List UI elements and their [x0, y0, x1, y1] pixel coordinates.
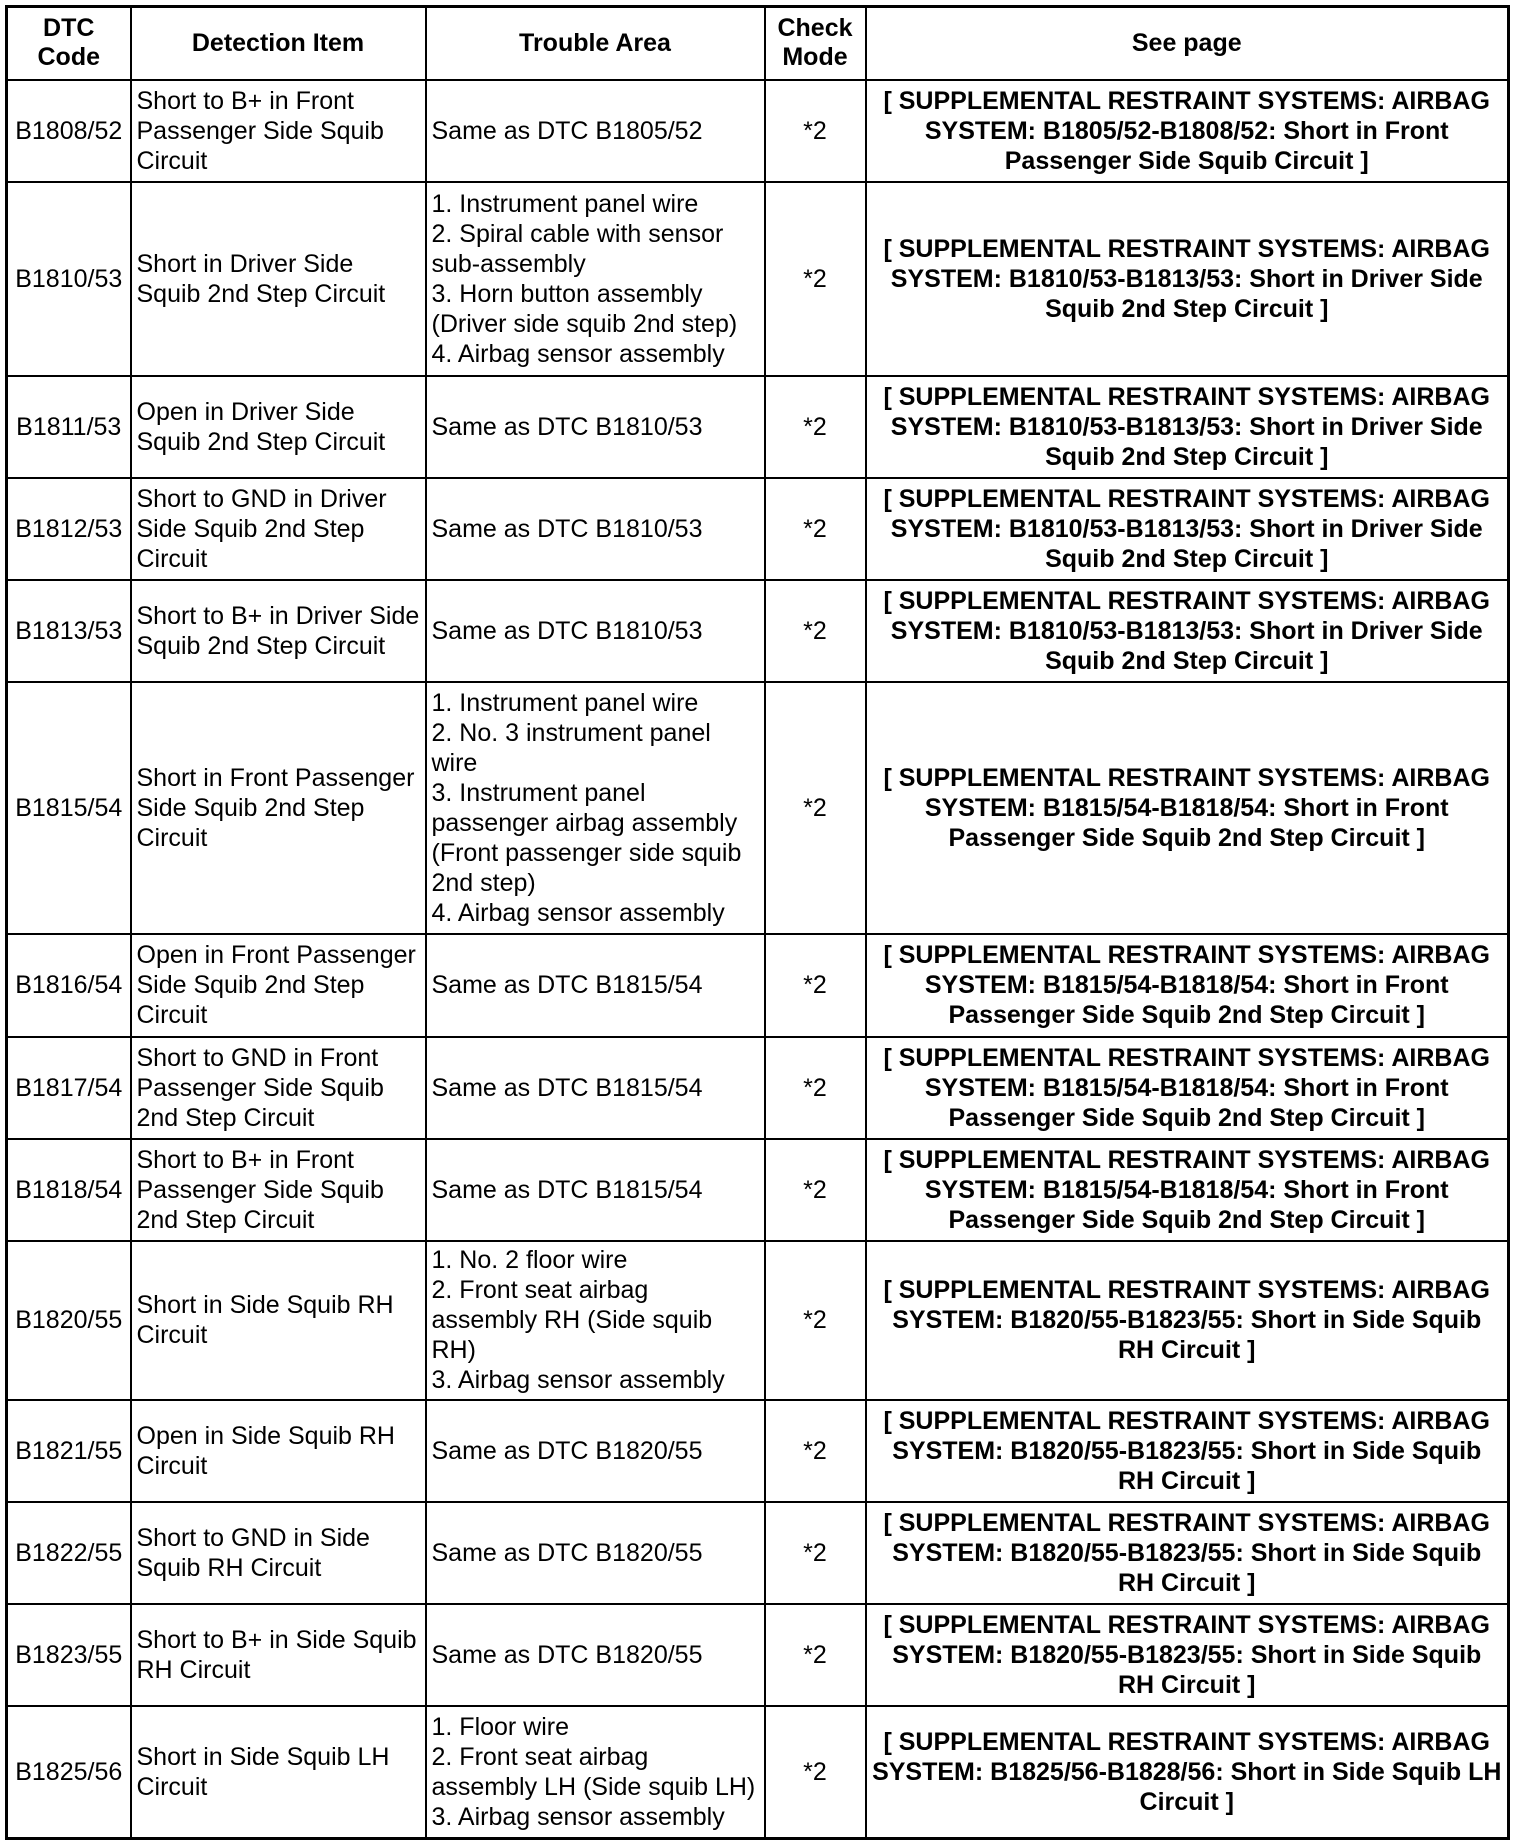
trouble-area-cell: Same as DTC B1810/53 — [426, 580, 765, 682]
trouble-area-cell: Same as DTC B1815/54 — [426, 1139, 765, 1241]
table-row — [7, 1241, 1509, 1400]
check-mode-cell: *2 — [765, 80, 866, 182]
trouble-area-cell: Same as DTC B1810/53 — [426, 376, 765, 478]
table-row — [7, 1706, 1509, 1838]
table-row — [7, 376, 1509, 478]
detection-item-cell: Short to B+ in Front Passenger Side Squib Circuit — [131, 80, 426, 182]
dtc-code-cell: B1810/53 — [7, 182, 131, 376]
see-page-link[interactable]: [ SUPPLEMENTAL RESTRAINT SYSTEMS: AIRBAG SYSTEM: B1820/55-B1823/55: Short in Side Squib RH Circuit ] — [866, 1604, 1509, 1706]
check-mode-cell: *2 — [765, 1241, 866, 1400]
see-page-link[interactable]: [ SUPPLEMENTAL RESTRAINT SYSTEMS: AIRBAG SYSTEM: B1815/54-B1818/54: Short in Front Passenger Side Squib 2nd Step Circuit ] — [866, 1037, 1509, 1139]
detection-item-cell: Short to B+ in Front Passenger Side Squib 2nd Step Circuit — [131, 1139, 426, 1241]
trouble-area-cell: 1. Instrument panel wire 2. Spiral cable with sensor sub-assembly 3. Horn button assembly (Driver side squib 2nd step) 4. Airbag sensor assembly — [426, 182, 765, 376]
table-row — [7, 478, 1509, 580]
dtc-code-cell: B1812/53 — [7, 478, 131, 580]
trouble-area-cell: Same as DTC B1815/54 — [426, 934, 765, 1036]
dtc-code-cell: B1811/53 — [7, 376, 131, 478]
dtc-code-cell: B1813/53 — [7, 580, 131, 682]
trouble-area-cell: Same as DTC B1815/54 — [426, 1037, 765, 1139]
detection-item-cell: Short to B+ in Side Squib RH Circuit — [131, 1604, 426, 1706]
see-page-link[interactable]: [ SUPPLEMENTAL RESTRAINT SYSTEMS: AIRBAG SYSTEM: B1820/55-B1823/55: Short in Side Squib RH Circuit ] — [866, 1400, 1509, 1502]
see-page-link[interactable]: [ SUPPLEMENTAL RESTRAINT SYSTEMS: AIRBAG SYSTEM: B1820/55-B1823/55: Short in Side Squib RH Circuit ] — [866, 1502, 1509, 1604]
check-mode-cell: *2 — [765, 934, 866, 1036]
check-mode-cell: *2 — [765, 1502, 866, 1604]
header-trouble-area: Trouble Area — [426, 7, 765, 80]
see-page-link[interactable]: [ SUPPLEMENTAL RESTRAINT SYSTEMS: AIRBAG SYSTEM: B1815/54-B1818/54: Short in Front Passenger Side Squib 2nd Step Circuit ] — [866, 1139, 1509, 1241]
see-page-link[interactable]: [ SUPPLEMENTAL RESTRAINT SYSTEMS: AIRBAG SYSTEM: B1820/55-B1823/55: Short in Side Squib RH Circuit ] — [866, 1241, 1509, 1400]
detection-item-cell: Short in Side Squib LH Circuit — [131, 1706, 426, 1838]
see-page-link[interactable]: [ SUPPLEMENTAL RESTRAINT SYSTEMS: AIRBAG SYSTEM: B1810/53-B1813/53: Short in Driver Side Squib 2nd Step Circuit ] — [866, 182, 1509, 376]
table-row — [7, 580, 1509, 682]
check-mode-cell: *2 — [765, 182, 866, 376]
check-mode-cell: *2 — [765, 682, 866, 934]
trouble-area-cell: 1. Instrument panel wire 2. No. 3 instrument panel wire 3. Instrument panel passenger airbag assembly (Front passenger side squib 2nd step) 4. Airbag sensor assembly — [426, 682, 765, 934]
check-mode-cell: *2 — [765, 1037, 866, 1139]
header-row — [7, 7, 1509, 80]
header-dtc-code: DTC Code — [7, 7, 131, 80]
table-row — [7, 682, 1509, 934]
dtc-code-cell: B1823/55 — [7, 1604, 131, 1706]
dtc-code-cell: B1822/55 — [7, 1502, 131, 1604]
dtc-code-cell: B1815/54 — [7, 682, 131, 934]
see-page-link[interactable]: [ SUPPLEMENTAL RESTRAINT SYSTEMS: AIRBAG SYSTEM: B1810/53-B1813/53: Short in Driver Side Squib 2nd Step Circuit ] — [866, 580, 1509, 682]
trouble-area-cell: Same as DTC B1820/55 — [426, 1604, 765, 1706]
dtc-code-cell: B1818/54 — [7, 1139, 131, 1241]
header-see-page: See page — [866, 7, 1509, 80]
dtc-code-cell: B1816/54 — [7, 934, 131, 1036]
header-check-mode: Check Mode — [765, 7, 866, 80]
detection-item-cell: Short in Driver Side Squib 2nd Step Circuit — [131, 182, 426, 376]
check-mode-cell: *2 — [765, 1400, 866, 1502]
see-page-link[interactable]: [ SUPPLEMENTAL RESTRAINT SYSTEMS: AIRBAG SYSTEM: B1810/53-B1813/53: Short in Driver Side Squib 2nd Step Circuit ] — [866, 376, 1509, 478]
see-page-link[interactable]: [ SUPPLEMENTAL RESTRAINT SYSTEMS: AIRBAG SYSTEM: B1825/56-B1828/56: Short in Side Squib LH Circuit ] — [866, 1706, 1509, 1838]
detection-item-cell: Short in Front Passenger Side Squib 2nd Step Circuit — [131, 682, 426, 934]
see-page-link[interactable]: [ SUPPLEMENTAL RESTRAINT SYSTEMS: AIRBAG SYSTEM: B1815/54-B1818/54: Short in Front Passenger Side Squib 2nd Step Circuit ] — [866, 934, 1509, 1036]
check-mode-cell: *2 — [765, 376, 866, 478]
check-mode-cell: *2 — [765, 478, 866, 580]
detection-item-cell: Open in Front Passenger Side Squib 2nd Step Circuit — [131, 934, 426, 1036]
dtc-code-cell: B1808/52 — [7, 80, 131, 182]
see-page-link[interactable]: [ SUPPLEMENTAL RESTRAINT SYSTEMS: AIRBAG SYSTEM: B1805/52-B1808/52: Short in Front Passenger Side Squib Circuit ] — [866, 80, 1509, 182]
table-row — [7, 182, 1509, 376]
table-row — [7, 934, 1509, 1036]
table-row — [7, 1139, 1509, 1241]
table-row — [7, 1037, 1509, 1139]
detection-item-cell: Short to B+ in Driver Side Squib 2nd Step Circuit — [131, 580, 426, 682]
table-row — [7, 1400, 1509, 1502]
trouble-area-cell: Same as DTC B1820/55 — [426, 1400, 765, 1502]
see-page-link[interactable]: [ SUPPLEMENTAL RESTRAINT SYSTEMS: AIRBAG SYSTEM: B1810/53-B1813/53: Short in Driver Side Squib 2nd Step Circuit ] — [866, 478, 1509, 580]
dtc-code-cell: B1817/54 — [7, 1037, 131, 1139]
header-detection-item: Detection Item — [131, 7, 426, 80]
trouble-area-cell: Same as DTC B1820/55 — [426, 1502, 765, 1604]
check-mode-cell: *2 — [765, 1706, 866, 1838]
detection-item-cell: Short in Side Squib RH Circuit — [131, 1241, 426, 1400]
check-mode-cell: *2 — [765, 1604, 866, 1706]
table-body — [7, 80, 1509, 1839]
trouble-area-cell: Same as DTC B1805/52 — [426, 80, 765, 182]
see-page-link[interactable]: [ SUPPLEMENTAL RESTRAINT SYSTEMS: AIRBAG SYSTEM: B1815/54-B1818/54: Short in Front Passenger Side Squib 2nd Step Circuit ] — [866, 682, 1509, 934]
detection-item-cell: Short to GND in Side Squib RH Circuit — [131, 1502, 426, 1604]
detection-item-cell: Short to GND in Front Passenger Side Squib 2nd Step Circuit — [131, 1037, 426, 1139]
detection-item-cell: Open in Side Squib RH Circuit — [131, 1400, 426, 1502]
check-mode-cell: *2 — [765, 1139, 866, 1241]
trouble-area-cell: 1. No. 2 floor wire 2. Front seat airbag assembly RH (Side squib RH) 3. Airbag sensor assembly — [426, 1241, 765, 1400]
trouble-area-cell: 1. Floor wire 2. Front seat airbag assembly LH (Side squib LH) 3. Airbag sensor assembly — [426, 1706, 765, 1838]
dtc-table — [5, 5, 1510, 1840]
table-row — [7, 1502, 1509, 1604]
dtc-code-cell: B1825/56 — [7, 1706, 131, 1838]
table-row — [7, 1604, 1509, 1706]
table-row — [7, 80, 1509, 182]
dtc-code-cell: B1820/55 — [7, 1241, 131, 1400]
trouble-area-cell: Same as DTC B1810/53 — [426, 478, 765, 580]
check-mode-cell: *2 — [765, 580, 866, 682]
dtc-code-cell: B1821/55 — [7, 1400, 131, 1502]
detection-item-cell: Open in Driver Side Squib 2nd Step Circuit — [131, 376, 426, 478]
detection-item-cell: Short to GND in Driver Side Squib 2nd Step Circuit — [131, 478, 426, 580]
